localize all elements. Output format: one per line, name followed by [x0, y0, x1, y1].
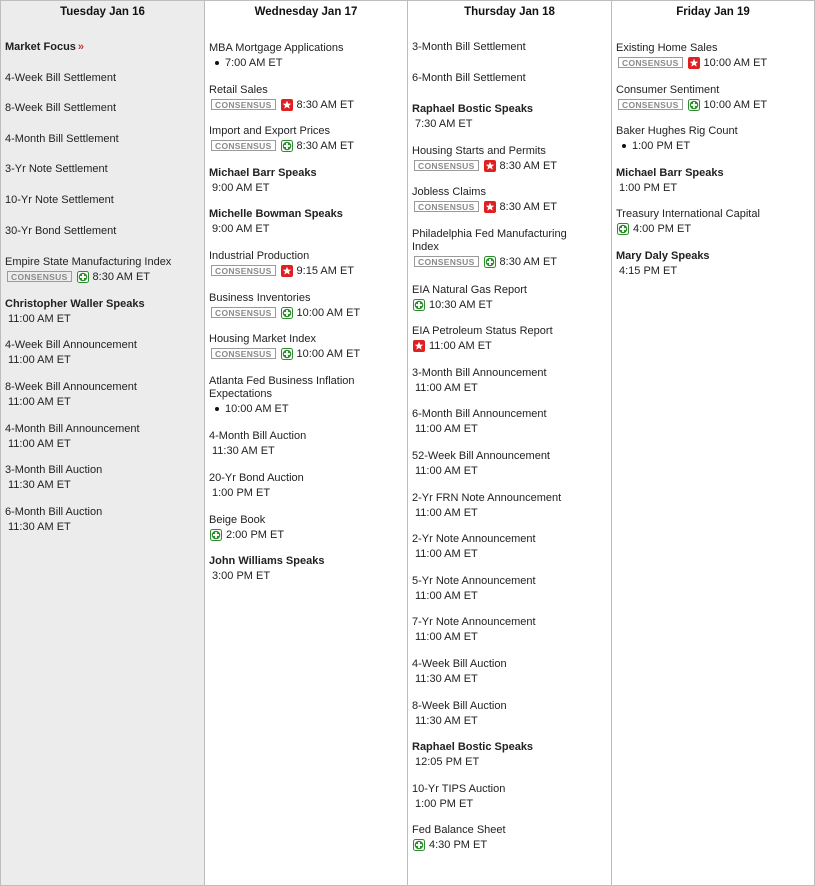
- event-6-month-bill-auction[interactable]: [5, 506, 201, 533]
- event-meta: [412, 422, 608, 435]
- event-meta: [5, 478, 201, 491]
- event-title-text[interactable]: 8-Week Bill Announcement: [5, 381, 137, 393]
- chevron-right-icon[interactable]: »: [77, 41, 85, 53]
- event-title-text[interactable]: Jobless Claims: [412, 186, 486, 198]
- event-title-link[interactable]: [412, 284, 608, 297]
- event-time: 11:00 AM ET: [415, 422, 478, 435]
- event-treasury-international-capital[interactable]: [616, 208, 811, 235]
- event-meta: [412, 755, 608, 768]
- event-meta: [412, 298, 608, 311]
- green-plus-icon: [484, 256, 496, 268]
- day-header: Thursday Jan 18: [464, 6, 555, 18]
- event-title-text[interactable]: Industrial Production: [209, 250, 310, 262]
- event-meta: [616, 56, 811, 69]
- event-title-text[interactable]: 7-Yr Note Announcement: [412, 616, 536, 628]
- green-plus-icon: [281, 348, 293, 360]
- event-philadelphia-fed-manufacturing-index[interactable]: [412, 228, 608, 268]
- event-title-text[interactable]: Empire State Manufacturing Index: [5, 256, 172, 268]
- event-30-yr-bond-settlement[interactable]: [5, 225, 201, 238]
- event-title-text[interactable]: 5-Yr Note Announcement: [412, 575, 536, 587]
- event-beige-book[interactable]: [209, 514, 404, 541]
- event-8-week-bill-settlement[interactable]: [5, 102, 201, 115]
- event-title-link[interactable]: [5, 72, 201, 85]
- event-4-month-bill-settlement[interactable]: [5, 133, 201, 146]
- event-8-week-bill-auction[interactable]: [412, 700, 608, 727]
- event-title-link[interactable]: [5, 464, 201, 477]
- event-time: 4:30 PM ET: [429, 838, 488, 851]
- red-star-icon: [281, 265, 293, 277]
- event-meta: [209, 569, 404, 582]
- event-title-text[interactable]: John Williams Speaks: [209, 555, 325, 567]
- day-header: Wednesday Jan 17: [254, 6, 358, 18]
- event-time: 4:15 PM ET: [619, 264, 678, 277]
- event-3-month-bill-announcement[interactable]: [412, 367, 608, 394]
- event-meta: [412, 117, 608, 130]
- event-title-link[interactable]: [5, 339, 201, 352]
- consensus-badge[interactable]: CONSENSUS: [211, 99, 276, 110]
- event-title-text[interactable]: 20-Yr Bond Auction: [209, 472, 304, 484]
- green-plus-icon: [617, 223, 629, 235]
- event-meta: [5, 353, 201, 366]
- event-title-text[interactable]: Retail Sales: [209, 84, 268, 96]
- event-time: 9:15 AM ET: [296, 264, 355, 277]
- event-title-link[interactable]: [616, 125, 811, 138]
- event-meta: [5, 520, 201, 533]
- event-time: 3:00 PM ET: [212, 569, 271, 582]
- event-time: 12:05 PM ET: [415, 755, 480, 768]
- event-title-link[interactable]: [5, 225, 201, 238]
- event-time: 11:30 AM ET: [8, 478, 71, 491]
- event-time: 1:00 PM ET: [415, 797, 474, 810]
- event-20-yr-bond-auction[interactable]: [209, 472, 404, 499]
- event-time: 11:00 AM ET: [8, 353, 71, 366]
- event-meta: [412, 589, 608, 602]
- event-meta: [5, 312, 201, 325]
- event-meta: [209, 444, 404, 457]
- event-time: 11:00 AM ET: [8, 312, 71, 325]
- green-plus-icon: [688, 99, 700, 111]
- event-eia-petroleum-status-report[interactable]: [412, 325, 608, 352]
- event-2-yr-note-announcement[interactable]: [412, 533, 608, 560]
- event-2-yr-frn-note-announcement[interactable]: [412, 492, 608, 519]
- day-column-thursday-jan-18: [408, 1, 612, 885]
- event-title-link[interactable]: [412, 492, 608, 505]
- event-time: 1:00 PM ET: [632, 139, 691, 152]
- event-title-link[interactable]: [616, 167, 811, 180]
- event-christopher-waller-speaks[interactable]: [5, 298, 201, 325]
- event-housing-market-index[interactable]: [209, 333, 404, 360]
- event-title-link[interactable]: [412, 616, 608, 629]
- event-time: 11:00 AM ET: [429, 339, 492, 352]
- event-title-link[interactable]: [5, 41, 201, 54]
- event-meta: [209, 222, 404, 235]
- event-title-text[interactable]: 6-Month Bill Auction: [5, 506, 103, 518]
- event-meta: [209, 402, 404, 415]
- event-time: 11:00 AM ET: [8, 395, 71, 408]
- event-meta: [412, 339, 608, 352]
- event-meta: [412, 672, 608, 685]
- event-title-link[interactable]: [412, 367, 608, 380]
- event-title-link[interactable]: [412, 228, 587, 254]
- event-meta: [5, 437, 201, 450]
- event-title-link[interactable]: [412, 325, 608, 338]
- green-plus-icon: [413, 299, 425, 311]
- event-title-text[interactable]: 8-Week Bill Settlement: [5, 102, 117, 114]
- event-mba-mortgage-applications[interactable]: [209, 42, 404, 69]
- event-title-link[interactable]: [412, 824, 608, 837]
- event-title-text[interactable]: 52-Week Bill Announcement: [412, 450, 550, 462]
- event-meta: [412, 506, 608, 519]
- event-title-text[interactable]: 3-Month Bill Settlement: [412, 41, 526, 53]
- event-time: 10:30 AM ET: [429, 298, 493, 311]
- red-star-icon: [688, 57, 700, 69]
- event-time: 10:00 AM ET: [225, 402, 289, 415]
- event-3-month-bill-settlement[interactable]: [412, 41, 608, 54]
- event-title-link[interactable]: [209, 555, 404, 568]
- consensus-badge[interactable]: CONSENSUS: [618, 99, 683, 110]
- event-4-month-bill-announcement[interactable]: [5, 423, 201, 450]
- event-meta: [616, 98, 811, 111]
- consensus-badge[interactable]: CONSENSUS: [618, 57, 683, 68]
- event-title-text[interactable]: 4-Week Bill Auction: [412, 658, 507, 670]
- event-title-link[interactable]: [5, 102, 201, 115]
- event-title-link[interactable]: [412, 103, 608, 116]
- event-title-text[interactable]: Raphael Bostic Speaks: [412, 741, 534, 753]
- event-title-link[interactable]: [412, 741, 608, 754]
- event-title-text[interactable]: 30-Yr Bond Settlement: [5, 225, 117, 237]
- event-meta: [412, 714, 608, 727]
- event-time: 11:00 AM ET: [415, 630, 478, 643]
- event-title-text[interactable]: 4-Week Bill Settlement: [5, 72, 117, 84]
- event-meta: [209, 139, 404, 152]
- red-star-icon: [484, 201, 496, 213]
- event-title-link[interactable]: [209, 514, 404, 527]
- consensus-badge[interactable]: CONSENSUS: [211, 348, 276, 359]
- event-title-link[interactable]: [616, 250, 811, 263]
- event-title-text[interactable]: Market Focus: [5, 41, 76, 53]
- event-time: 8:30 AM ET: [296, 98, 355, 111]
- event-industrial-production[interactable]: [209, 250, 404, 277]
- event-market-focus[interactable]: [5, 41, 201, 54]
- consensus-badge[interactable]: CONSENSUS: [414, 160, 479, 171]
- event-title-link[interactable]: [412, 450, 608, 463]
- event-title-text[interactable]: Michelle Bowman Speaks: [209, 208, 343, 220]
- event-title-text[interactable]: Beige Book: [209, 514, 266, 526]
- event-title-text[interactable]: Fed Balance Sheet: [412, 824, 506, 836]
- event-10-yr-note-settlement[interactable]: [5, 194, 201, 207]
- event-10-yr-tips-auction[interactable]: [412, 783, 608, 810]
- event-title-text[interactable]: Housing Starts and Permits: [412, 145, 546, 157]
- event-empire-state-manufacturing-index[interactable]: [5, 256, 201, 283]
- bullet-icon: [215, 407, 219, 411]
- event-meta: [209, 306, 404, 319]
- event-title-link[interactable]: [412, 72, 608, 85]
- event-time: 11:00 AM ET: [415, 589, 478, 602]
- event-title-link[interactable]: [209, 167, 404, 180]
- event-meta: [412, 797, 608, 810]
- event-title-text[interactable]: 6-Month Bill Announcement: [412, 408, 547, 420]
- event-title-text[interactable]: 4-Month Bill Settlement: [5, 133, 119, 145]
- event-john-williams-speaks[interactable]: [209, 555, 404, 582]
- event-time: 11:00 AM ET: [415, 506, 478, 519]
- event-title-link[interactable]: [5, 163, 201, 176]
- bullet-icon: [622, 144, 626, 148]
- red-star-icon: [281, 99, 293, 111]
- event-title-text[interactable]: Philadelphia Fed Manufacturing Index: [412, 228, 567, 253]
- event-meta: [209, 98, 404, 111]
- day-column-friday-jan-19: [612, 1, 814, 885]
- event-3-yr-note-settlement[interactable]: [5, 163, 201, 176]
- event-title-link[interactable]: [209, 84, 404, 97]
- consensus-badge[interactable]: CONSENSUS: [7, 271, 72, 282]
- event-time: 11:00 AM ET: [8, 437, 71, 450]
- event-title-link[interactable]: [5, 256, 201, 269]
- event-consumer-sentiment[interactable]: [616, 84, 811, 111]
- event-time: 8:30 AM ET: [499, 200, 558, 213]
- event-michael-barr-speaks[interactable]: [209, 167, 404, 194]
- event-atlanta-fed-business-inflation-expectations[interactable]: [209, 375, 404, 415]
- event-title-link[interactable]: [209, 375, 369, 401]
- event-time: 2:00 PM ET: [226, 528, 285, 541]
- event-housing-starts-and-permits[interactable]: [412, 145, 608, 172]
- event-meta: [209, 264, 404, 277]
- event-title-link[interactable]: [5, 506, 201, 519]
- event-title-link[interactable]: [209, 208, 404, 221]
- event-title-link[interactable]: [5, 423, 201, 436]
- event-time: 1:00 PM ET: [619, 181, 678, 194]
- event-6-month-bill-announcement[interactable]: [412, 408, 608, 435]
- event-title-link[interactable]: [616, 84, 811, 97]
- event-time: 11:00 AM ET: [415, 547, 478, 560]
- event-title-text[interactable]: 2-Yr FRN Note Announcement: [412, 492, 562, 504]
- red-star-icon: [413, 340, 425, 352]
- event-title-link[interactable]: [5, 133, 201, 146]
- event-time: 4:00 PM ET: [633, 222, 692, 235]
- event-time: 7:00 AM ET: [225, 56, 283, 69]
- event-time: 10:00 AM ET: [296, 306, 361, 319]
- event-title-link[interactable]: [209, 430, 404, 443]
- event-4-week-bill-announcement[interactable]: [5, 339, 201, 366]
- event-time: 10:00 AM ET: [703, 98, 768, 111]
- event-title-text[interactable]: 4-Month Bill Auction: [209, 430, 307, 442]
- event-jobless-claims[interactable]: [412, 186, 608, 213]
- event-michael-barr-speaks[interactable]: [616, 167, 811, 194]
- event-meta: [209, 528, 404, 541]
- event-title-link[interactable]: [209, 472, 404, 485]
- event-4-week-bill-auction[interactable]: [412, 658, 608, 685]
- red-star-icon: [484, 160, 496, 172]
- day-column-wednesday-jan-17: [205, 1, 408, 885]
- event-title-text[interactable]: Existing Home Sales: [616, 42, 718, 54]
- event-time: 8:30 AM ET: [499, 255, 558, 268]
- event-title-text[interactable]: 6-Month Bill Settlement: [412, 72, 526, 84]
- event-meta: [616, 181, 811, 194]
- event-time: 7:30 AM ET: [415, 117, 473, 130]
- event-import-and-export-prices[interactable]: [209, 125, 404, 152]
- green-plus-icon: [413, 839, 425, 851]
- event-title-text[interactable]: 8-Week Bill Auction: [412, 700, 507, 712]
- event-time: 8:30 AM ET: [499, 159, 558, 172]
- event-title-text[interactable]: Atlanta Fed Business Inflation Expectations: [209, 375, 355, 400]
- event-time: 8:30 AM ET: [92, 270, 151, 283]
- event-title-link[interactable]: [209, 125, 404, 138]
- event-52-week-bill-announcement[interactable]: [412, 450, 608, 477]
- event-title-link[interactable]: [412, 41, 608, 54]
- event-title-link[interactable]: [412, 145, 608, 158]
- event-title-text[interactable]: EIA Natural Gas Report: [412, 284, 527, 296]
- event-title-link[interactable]: [5, 194, 201, 207]
- event-title-link[interactable]: [412, 700, 608, 713]
- consensus-badge[interactable]: CONSENSUS: [211, 307, 276, 318]
- event-meta: [5, 270, 201, 283]
- bullet-icon: [215, 61, 219, 65]
- day-column-tuesday-jan-16: [1, 1, 205, 885]
- event-title-link[interactable]: [5, 381, 201, 394]
- event-meta: [412, 255, 608, 268]
- event-raphael-bostic-speaks[interactable]: [412, 103, 608, 130]
- event-meta: [209, 56, 404, 69]
- event-meta: [412, 381, 608, 394]
- event-meta: [412, 838, 608, 851]
- event-title-text[interactable]: 3-Yr Note Settlement: [5, 163, 108, 175]
- event-title-text[interactable]: Consumer Sentiment: [616, 84, 720, 96]
- consensus-badge[interactable]: CONSENSUS: [414, 256, 479, 267]
- event-title-text[interactable]: Baker Hughes Rig Count: [616, 125, 738, 137]
- event-title-text[interactable]: Michael Barr Speaks: [616, 167, 724, 179]
- event-time: 8:30 AM ET: [296, 139, 355, 152]
- green-plus-icon: [77, 271, 89, 283]
- event-eia-natural-gas-report[interactable]: [412, 284, 608, 311]
- event-meta: [209, 486, 404, 499]
- event-title-link[interactable]: [412, 186, 608, 199]
- event-title-link[interactable]: [412, 575, 608, 588]
- event-title-text[interactable]: 4-Month Bill Announcement: [5, 423, 140, 435]
- event-4-month-bill-auction[interactable]: [209, 430, 404, 457]
- event-business-inventories[interactable]: [209, 292, 404, 319]
- event-time: 10:00 AM ET: [703, 56, 768, 69]
- event-meta: [412, 200, 608, 213]
- event-3-month-bill-auction[interactable]: [5, 464, 201, 491]
- event-8-week-bill-announcement[interactable]: [5, 381, 201, 408]
- event-title-text[interactable]: EIA Petroleum Status Report: [412, 325, 553, 337]
- event-4-week-bill-settlement[interactable]: [5, 72, 201, 85]
- event-title-link[interactable]: [412, 408, 608, 421]
- event-meta: [5, 395, 201, 408]
- event-time: 11:30 AM ET: [212, 444, 275, 457]
- event-time: 1:00 PM ET: [212, 486, 271, 499]
- event-title-text[interactable]: Raphael Bostic Speaks: [412, 103, 534, 115]
- event-time: 11:00 AM ET: [415, 464, 478, 477]
- day-header: Friday Jan 19: [676, 6, 750, 18]
- consensus-badge[interactable]: CONSENSUS: [211, 265, 276, 276]
- event-title-text[interactable]: 10-Yr Note Settlement: [5, 194, 114, 206]
- event-title-link[interactable]: [209, 42, 404, 55]
- event-raphael-bostic-speaks[interactable]: [412, 741, 608, 768]
- event-title-text[interactable]: 10-Yr TIPS Auction: [412, 783, 506, 795]
- event-6-month-bill-settlement[interactable]: [412, 72, 608, 85]
- event-title-link[interactable]: [412, 783, 608, 796]
- event-michelle-bowman-speaks[interactable]: [209, 208, 404, 235]
- event-meta: [616, 264, 811, 277]
- event-title-text[interactable]: Mary Daly Speaks: [616, 250, 710, 262]
- event-title-link[interactable]: [209, 333, 404, 346]
- event-title-link[interactable]: [412, 658, 608, 671]
- event-time: 9:00 AM ET: [212, 181, 270, 194]
- event-title-text[interactable]: Housing Market Index: [209, 333, 316, 345]
- event-baker-hughes-rig-count[interactable]: [616, 125, 811, 152]
- event-5-yr-note-announcement[interactable]: [412, 575, 608, 602]
- event-title-link[interactable]: [5, 298, 201, 311]
- event-meta: [412, 630, 608, 643]
- event-title-link[interactable]: [616, 42, 811, 55]
- event-time: 10:00 AM ET: [296, 347, 361, 360]
- event-7-yr-note-announcement[interactable]: [412, 616, 608, 643]
- event-fed-balance-sheet[interactable]: [412, 824, 608, 851]
- event-existing-home-sales[interactable]: [616, 42, 811, 69]
- event-meta: [616, 139, 811, 152]
- event-title-text[interactable]: 2-Yr Note Announcement: [412, 533, 536, 545]
- event-meta: [209, 347, 404, 360]
- event-meta: [412, 159, 608, 172]
- event-title-text[interactable]: 3-Month Bill Auction: [5, 464, 103, 476]
- event-title-link[interactable]: [616, 208, 811, 221]
- event-meta: [616, 222, 811, 235]
- event-retail-sales[interactable]: [209, 84, 404, 111]
- event-title-text[interactable]: 4-Week Bill Announcement: [5, 339, 137, 351]
- event-title-text[interactable]: MBA Mortgage Applications: [209, 42, 344, 54]
- event-mary-daly-speaks[interactable]: [616, 250, 811, 277]
- event-title-text[interactable]: Michael Barr Speaks: [209, 167, 317, 179]
- event-title-link[interactable]: [209, 250, 404, 263]
- event-title-text[interactable]: Business Inventories: [209, 292, 311, 304]
- event-title-text[interactable]: Treasury International Capital: [616, 208, 760, 220]
- event-title-link[interactable]: [209, 292, 404, 305]
- consensus-badge[interactable]: CONSENSUS: [211, 140, 276, 151]
- green-plus-icon: [210, 529, 222, 541]
- event-title-link[interactable]: [412, 533, 608, 546]
- event-meta: [209, 181, 404, 194]
- event-time: 11:30 AM ET: [415, 714, 478, 727]
- event-time: 11:00 AM ET: [415, 381, 478, 394]
- event-time: 11:30 AM ET: [415, 672, 478, 685]
- event-title-text[interactable]: Christopher Waller Speaks: [5, 298, 145, 310]
- event-time: 9:00 AM ET: [212, 222, 270, 235]
- event-time: 11:30 AM ET: [8, 520, 71, 533]
- event-meta: [412, 464, 608, 477]
- consensus-badge[interactable]: CONSENSUS: [414, 201, 479, 212]
- green-plus-icon: [281, 307, 293, 319]
- day-header: Tuesday Jan 16: [60, 6, 145, 18]
- event-title-text[interactable]: 3-Month Bill Announcement: [412, 367, 547, 379]
- event-meta: [412, 547, 608, 560]
- event-title-text[interactable]: Import and Export Prices: [209, 125, 331, 137]
- green-plus-icon: [281, 140, 293, 152]
